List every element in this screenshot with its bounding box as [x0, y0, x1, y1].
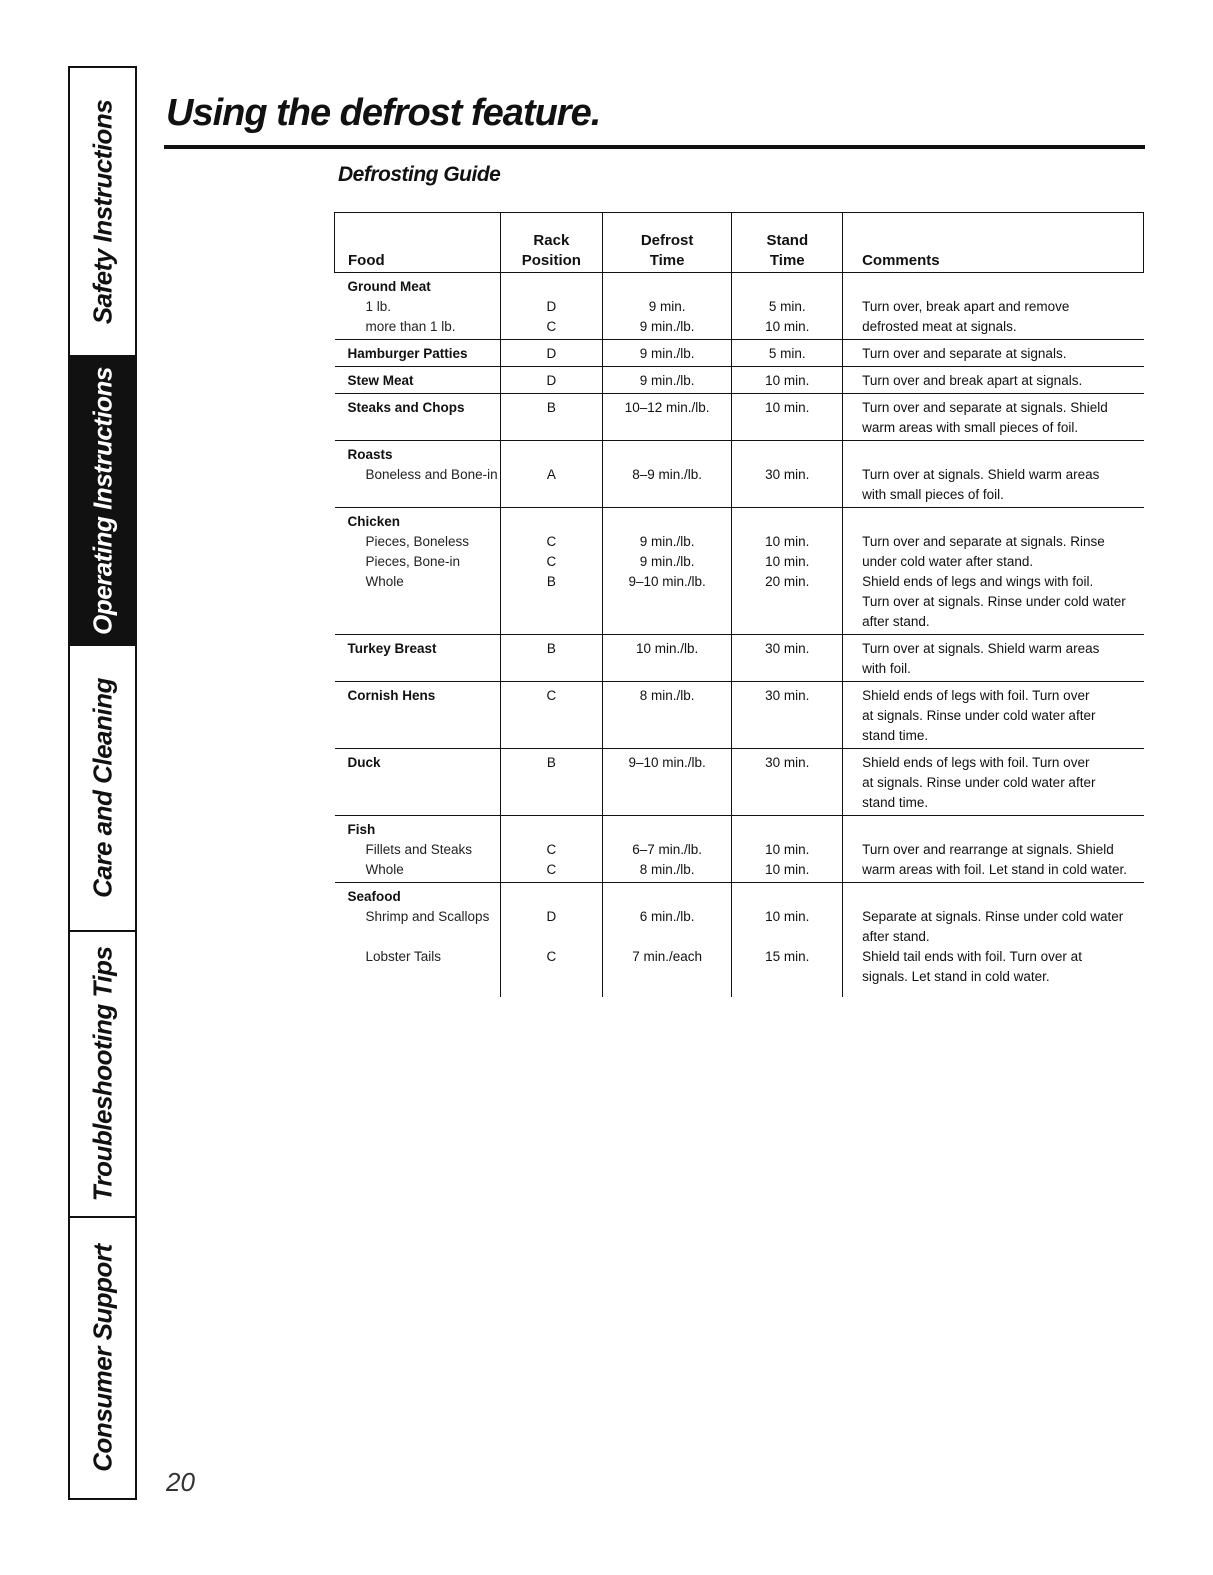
- food-cell: [335, 749, 501, 816]
- rack-position-value: C: [546, 319, 557, 334]
- defrosting-guide-table: [334, 212, 1144, 997]
- rack-position-cell: [500, 635, 602, 682]
- side-tab-label: Troubleshooting Tips: [87, 946, 117, 1202]
- comments-value: after stand.: [862, 929, 930, 944]
- food-sub-item: Whole: [365, 862, 404, 877]
- rack-position-value: C: [546, 554, 557, 569]
- side-tab-troubleshooting-tips[interactable]: [70, 932, 135, 1218]
- comments-cell: [843, 340, 1144, 367]
- rack-position-cell: [500, 441, 602, 508]
- rack-position-value: C: [546, 949, 557, 964]
- rack-position-value: C: [546, 688, 557, 703]
- comments-value: signals. Let stand in cold water.: [862, 969, 1050, 984]
- rack-position-cell: [500, 883, 602, 998]
- rack-position-cell: [500, 682, 602, 749]
- comments-value: warm areas with foil. Let stand in cold water.: [862, 862, 1127, 877]
- defrost-time-value: 9 min./lb.: [639, 534, 695, 549]
- defrost-time-cell: [602, 340, 732, 367]
- food-cell: [335, 682, 501, 749]
- comments-value: Shield ends of legs with foil. Turn over: [862, 688, 1090, 703]
- rack-position-cell: [500, 749, 602, 816]
- food-name: Fish: [347, 822, 376, 837]
- food-cell: [335, 273, 501, 340]
- food-sub-item: Pieces, Boneless: [365, 534, 470, 549]
- rack-position-value: C: [546, 534, 557, 549]
- side-tab-nav: [68, 66, 137, 1500]
- side-tab-label: Safety Instructions: [87, 99, 117, 324]
- table-row: [335, 635, 1144, 682]
- table-row: [335, 441, 1144, 508]
- food-cell: [335, 883, 501, 998]
- food-name: Steaks and Chops: [347, 400, 465, 415]
- header-comments: Comments: [843, 213, 1144, 273]
- comments-value: Turn over at signals. Shield warm areas: [862, 467, 1100, 482]
- food-sub-item: more than 1 lb.: [365, 319, 456, 334]
- defrost-time-value: 9–10 min./lb.: [628, 755, 706, 770]
- food-name: Seafood: [347, 889, 401, 904]
- defrost-time-cell: [602, 682, 732, 749]
- comments-cell: [843, 749, 1144, 816]
- defrost-time-value: 10–12 min./lb.: [624, 400, 710, 415]
- comments-value: Turn over and rearrange at signals. Shield: [862, 842, 1114, 857]
- rack-position-cell: [500, 816, 602, 883]
- rack-position-value: D: [546, 299, 557, 314]
- rack-position-cell: [500, 394, 602, 441]
- side-tab-operating-instructions[interactable]: [70, 357, 135, 646]
- defrost-time-cell: [602, 508, 732, 635]
- stand-time-value: 30 min.: [765, 641, 810, 656]
- stand-time-cell: [732, 508, 843, 635]
- stand-time-value: 10 min.: [765, 400, 810, 415]
- comments-value: Shield tail ends with foil. Turn over at: [862, 949, 1082, 964]
- stand-time-value: 10 min.: [765, 862, 810, 877]
- side-tab-label: Care and Cleaning: [87, 678, 117, 898]
- food-sub-item: Boneless and Bone-in: [365, 467, 498, 482]
- stand-time-cell: [732, 340, 843, 367]
- comments-cell: [843, 394, 1144, 441]
- stand-time-value: 10 min.: [765, 554, 810, 569]
- table-row: [335, 883, 1144, 998]
- defrost-time-value: 9–10 min./lb.: [628, 574, 706, 589]
- page-title: Using the defrost feature.: [166, 92, 601, 134]
- comments-value: at signals. Rinse under cold water after: [862, 775, 1096, 790]
- comments-cell: [843, 883, 1144, 998]
- rack-position-value: B: [546, 400, 556, 415]
- comments-value: Shield ends of legs with foil. Turn over: [862, 755, 1090, 770]
- rack-position-value: D: [546, 373, 557, 388]
- stand-time-cell: [732, 749, 843, 816]
- side-tab-care-and-cleaning[interactable]: [70, 646, 135, 932]
- defrost-time-cell: [602, 441, 732, 508]
- defrost-time-cell: [602, 883, 732, 998]
- food-name: Turkey Breast: [347, 641, 437, 656]
- defrost-time-cell: [602, 816, 732, 883]
- comments-value: Turn over at signals. Rinse under cold water: [862, 594, 1126, 609]
- stand-time-value: 30 min.: [765, 467, 810, 482]
- comments-value: stand time.: [862, 728, 929, 743]
- food-cell: [335, 816, 501, 883]
- table-row: [335, 816, 1144, 883]
- stand-time-value: 10 min.: [765, 373, 810, 388]
- comments-value: Shield ends of legs and wings with foil.: [862, 574, 1094, 589]
- food-sub-item: 1 lb.: [365, 299, 392, 314]
- defrost-time-value: 9 min./lb.: [639, 319, 695, 334]
- side-tab-label: Consumer Support: [87, 1244, 117, 1472]
- rack-position-cell: [500, 508, 602, 635]
- food-name: Roasts: [347, 447, 393, 462]
- section-title: Defrosting Guide: [338, 163, 501, 186]
- food-cell: [335, 367, 501, 394]
- comments-cell: [843, 682, 1144, 749]
- defrost-time-value: 7 min./each: [632, 949, 702, 964]
- comments-value: warm areas with small pieces of foil.: [862, 420, 1079, 435]
- defrost-time-value: 6–7 min./lb.: [632, 842, 702, 857]
- defrost-time-value: 9 min./lb.: [639, 346, 695, 361]
- defrost-time-cell: [602, 367, 732, 394]
- defrost-time-value: 8 min./lb.: [639, 688, 695, 703]
- stand-time-value: 10 min.: [765, 534, 810, 549]
- stand-time-cell: [732, 441, 843, 508]
- defrost-time-value: 8–9 min./lb.: [632, 467, 702, 482]
- stand-time-cell: [732, 635, 843, 682]
- stand-time-cell: [732, 816, 843, 883]
- defrost-time-cell: [602, 394, 732, 441]
- food-sub-item: Lobster Tails: [365, 949, 442, 964]
- comments-value: Turn over, break apart and remove: [862, 299, 1070, 314]
- comments-value: after stand.: [862, 614, 930, 629]
- comments-value: with small pieces of foil.: [862, 487, 1004, 502]
- food-name: Ground Meat: [347, 279, 431, 294]
- food-name: Stew Meat: [347, 373, 414, 388]
- food-sub-item: Whole: [365, 574, 404, 589]
- food-cell: [335, 508, 501, 635]
- comments-value: under cold water after stand.: [862, 554, 1034, 569]
- comments-cell: [843, 508, 1144, 635]
- comments-value: stand time.: [862, 795, 929, 810]
- comments-value: Turn over and separate at signals. Shield: [862, 400, 1108, 415]
- stand-time-value: 15 min.: [765, 949, 810, 964]
- food-name: Chicken: [347, 514, 401, 529]
- stand-time-value: 30 min.: [765, 755, 810, 770]
- comments-value: Turn over and break apart at signals.: [862, 373, 1083, 388]
- table-row: [335, 394, 1144, 441]
- rack-position-value: C: [546, 842, 557, 857]
- header-food: Food: [335, 213, 501, 273]
- stand-time-value: 30 min.: [765, 688, 810, 703]
- rack-position-cell: [500, 367, 602, 394]
- food-cell: [335, 340, 501, 367]
- defrost-time-value: 9 min.: [648, 299, 686, 314]
- side-tab-label: Operating Instructions: [87, 366, 117, 635]
- header-stand-time: Stand Time: [732, 213, 843, 273]
- rack-position-value: B: [546, 755, 556, 770]
- food-cell: [335, 441, 501, 508]
- title-rule: [164, 145, 1145, 149]
- stand-time-cell: [732, 883, 843, 998]
- stand-time-value: 5 min.: [768, 346, 806, 361]
- stand-time-value: 5 min.: [768, 299, 806, 314]
- defrost-time-cell: [602, 273, 732, 340]
- comments-value: Turn over and separate at signals.: [862, 346, 1067, 361]
- rack-position-value: B: [546, 574, 556, 589]
- comments-value: Turn over at signals. Shield warm areas: [862, 641, 1100, 656]
- page-number: 20: [166, 1467, 195, 1497]
- defrost-time-value: 6 min./lb.: [639, 909, 695, 924]
- stand-time-cell: [732, 682, 843, 749]
- rack-position-value: A: [546, 467, 556, 482]
- food-name: Duck: [347, 755, 381, 770]
- header-defrost-time: Defrost Time: [602, 213, 732, 273]
- defrost-time-value: 9 min./lb.: [639, 373, 695, 388]
- food-name: Cornish Hens: [347, 688, 436, 703]
- header-rack-position: Rack Position: [500, 213, 602, 273]
- food-sub-item: Shrimp and Scallops: [365, 909, 490, 924]
- rack-position-value: C: [546, 862, 557, 877]
- defrost-time-cell: [602, 635, 732, 682]
- stand-time-cell: [732, 367, 843, 394]
- table-row: [335, 273, 1144, 340]
- stand-time-cell: [732, 273, 843, 340]
- food-sub-item: Pieces, Bone-in: [365, 554, 461, 569]
- defrost-time-cell: [602, 749, 732, 816]
- side-tab-consumer-support[interactable]: [70, 1218, 135, 1498]
- comments-cell: [843, 816, 1144, 883]
- comments-value: defrosted meat at signals.: [862, 319, 1017, 334]
- rack-position-cell: [500, 340, 602, 367]
- defrost-time-value: 10 min./lb.: [635, 641, 699, 656]
- defrost-time-value: 9 min./lb.: [639, 554, 695, 569]
- food-sub-item: Fillets and Steaks: [365, 842, 473, 857]
- stand-time-cell: [732, 394, 843, 441]
- comments-value: at signals. Rinse under cold water after: [862, 708, 1096, 723]
- stand-time-value: 20 min.: [765, 574, 810, 589]
- rack-position-value: B: [546, 641, 556, 656]
- table-row: [335, 749, 1144, 816]
- rack-position-cell: [500, 273, 602, 340]
- comments-value: Turn over and separate at signals. Rinse: [862, 534, 1105, 549]
- stand-time-value: 10 min.: [765, 909, 810, 924]
- comments-cell: [843, 441, 1144, 508]
- food-cell: [335, 635, 501, 682]
- food-cell: [335, 394, 501, 441]
- rack-position-value: D: [546, 909, 557, 924]
- side-tab-safety-instructions[interactable]: [70, 68, 135, 357]
- table-header-row: [335, 213, 1144, 273]
- comments-value: Separate at signals. Rinse under cold water: [862, 909, 1124, 924]
- table-row: [335, 682, 1144, 749]
- comments-cell: [843, 367, 1144, 394]
- table-row: [335, 367, 1144, 394]
- table-row: [335, 508, 1144, 635]
- food-name: Hamburger Patties: [347, 346, 468, 361]
- stand-time-value: 10 min.: [765, 319, 810, 334]
- defrost-time-value: 8 min./lb.: [639, 862, 695, 877]
- stand-time-value: 10 min.: [765, 842, 810, 857]
- rack-position-value: D: [546, 346, 557, 361]
- comments-value: with foil.: [862, 661, 911, 676]
- comments-cell: [843, 635, 1144, 682]
- comments-cell: [843, 273, 1144, 340]
- table-row: [335, 340, 1144, 367]
